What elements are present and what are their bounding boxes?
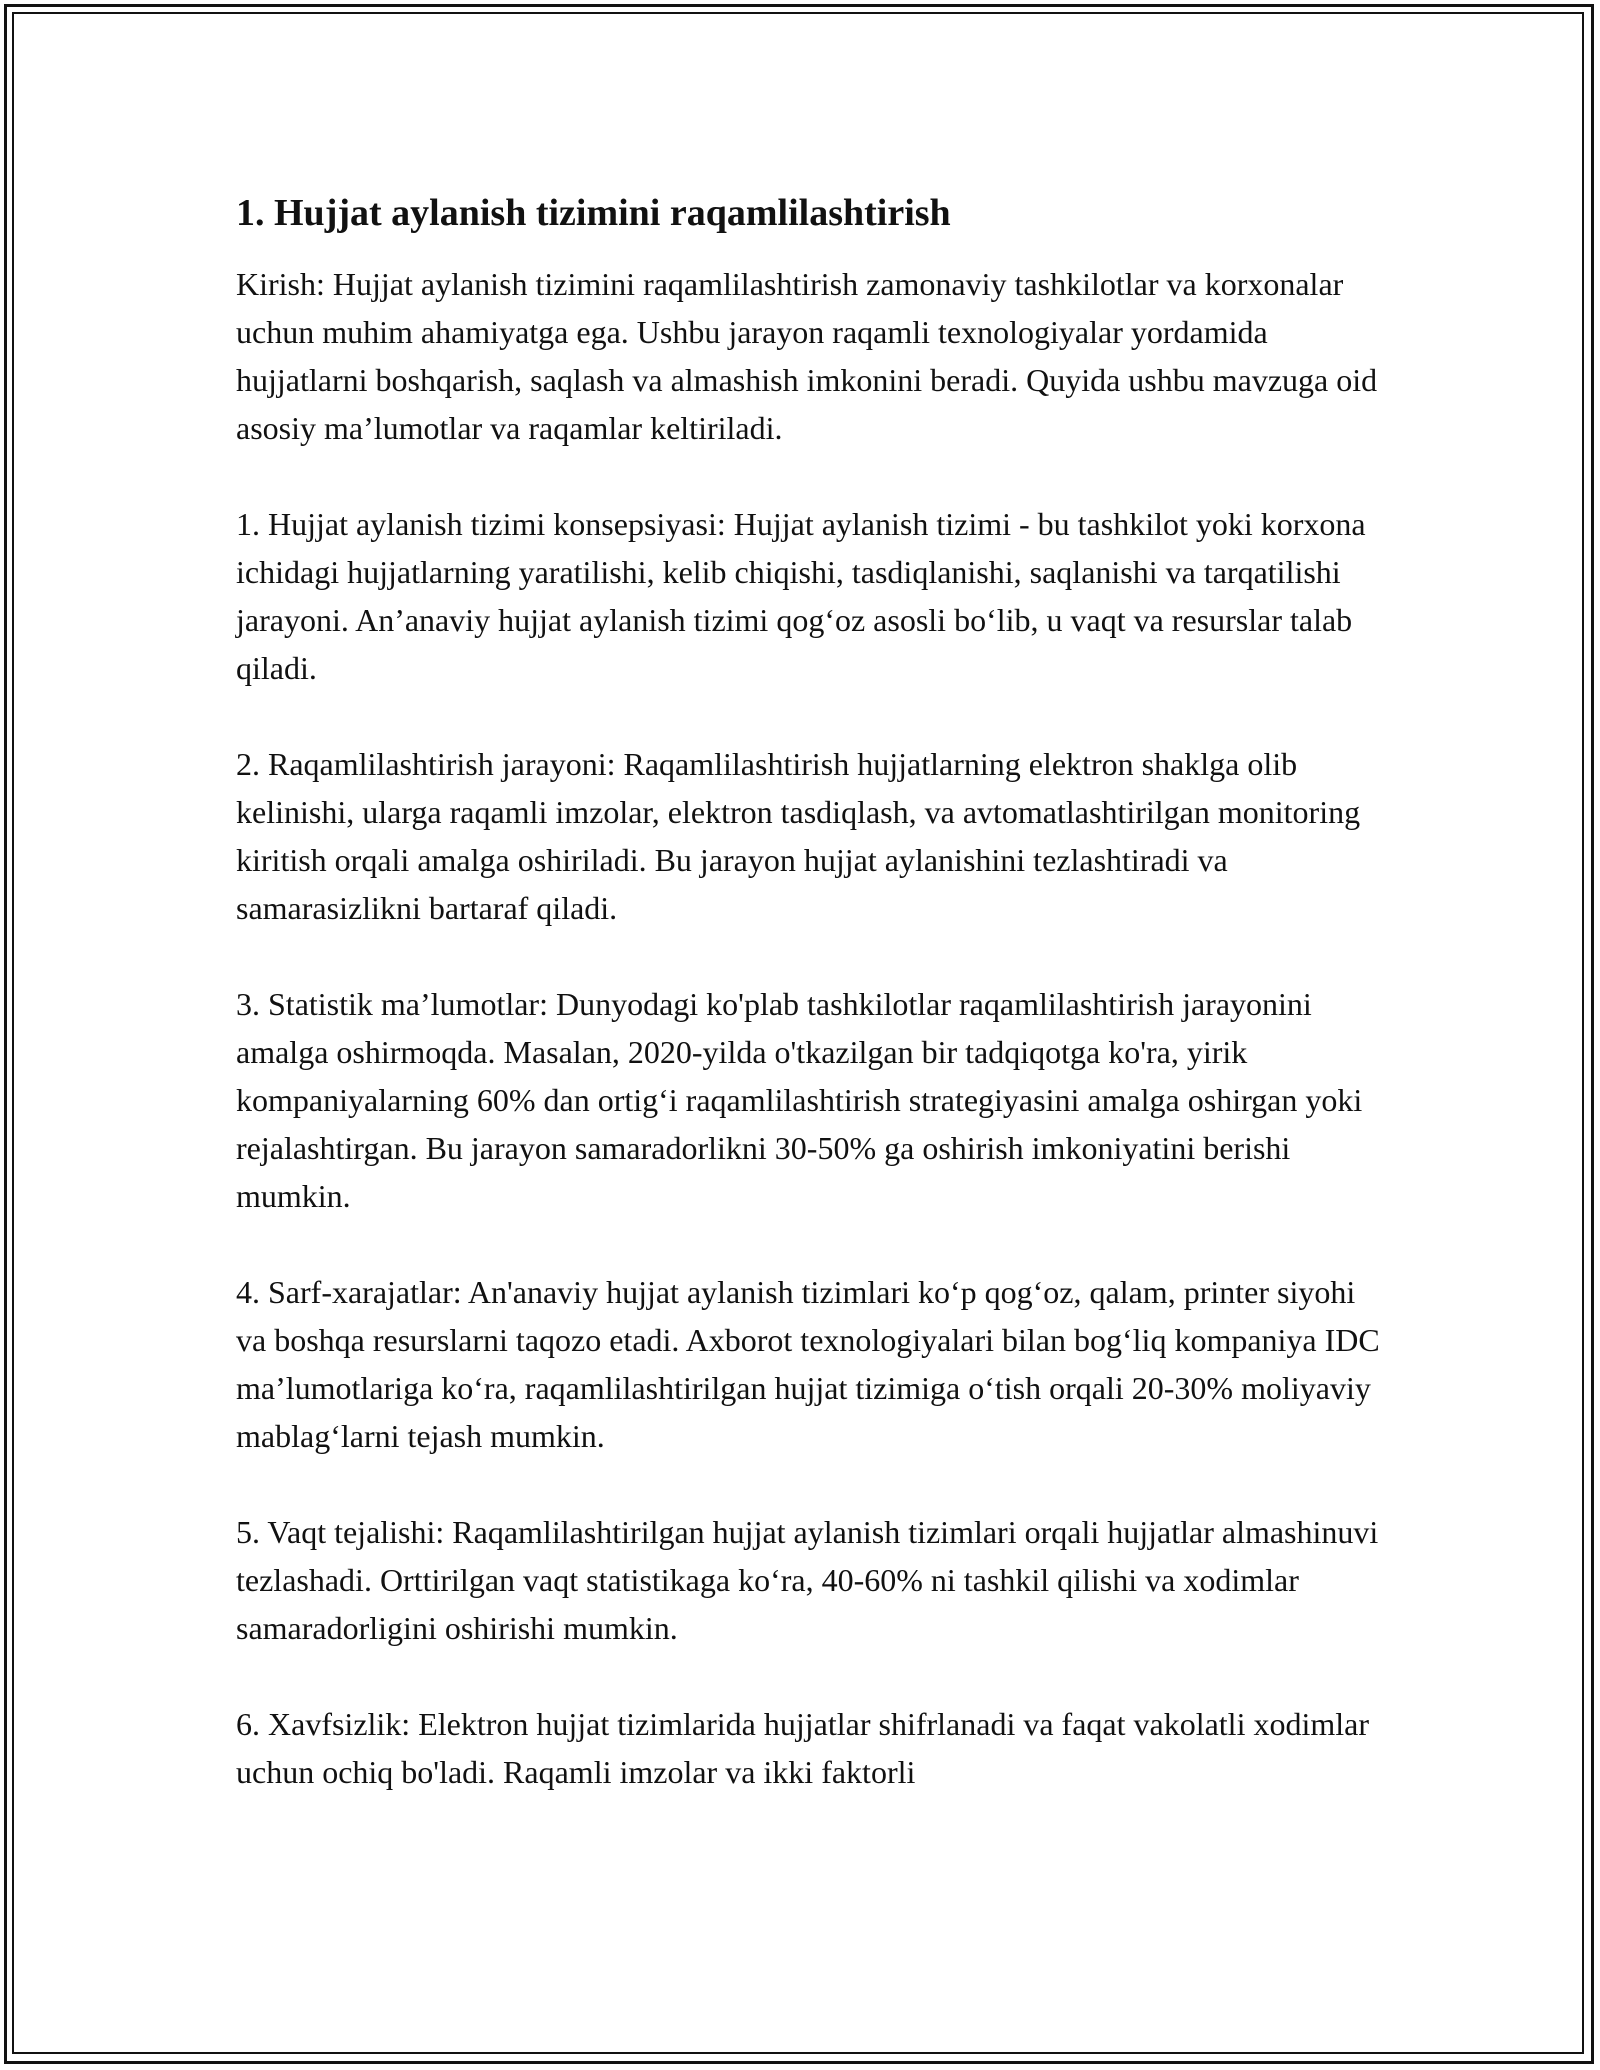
paragraph-statistics: 3. Statistik ma’lumotlar: Dunyodagi ko'plab tashkilotlar raqamlilashtirish jarayonini amalga oshirmoqda. Masalan, 2020-yilda o'tkazilgan bir tadqiqotga ko'ra, yirik kompaniyalarning 60% dan ortig‘i raqamlilashtirish strategiyasini amalga oshirgan yoki rejalashtirgan. Bu jarayon samaradorlikni 30-50% ga oshirish imkoniyatini berishi mumkin. — [236, 986, 1363, 1214]
document-title: 1. Hujjat aylanish tizimini raqamlilashtirish — [236, 192, 951, 234]
paragraph-time-saving: 5. Vaqt tejalishi: Raqamlilashtirilgan hujjat aylanish tizimlari orqali hujjatlar almashinuvi tezlashadi. Orttirilgan vaqt statistikaga ko‘ra, 40-60% ni tashkil qilishi va xodimlar samaradorligini oshirishi mumkin. — [236, 1514, 1379, 1646]
document-body — [236, 186, 1386, 1796]
paragraph-security: 6. Xavfsizlik: Elektron hujjat tizimlarida hujjatlar shifrlanadi va faqat vakolatli xodimlar uchun ochiq bo'ladi. Raqamli imzolar va ikki faktorli — [236, 1706, 1369, 1790]
paragraph-intro: Kirish: Hujjat aylanish tizimini raqamlilashtirish zamonaviy tashkilotlar va korxonalar uchun muhim ahamiyatga ega. Ushbu jarayon raqamli texnologiyalar yordamida hujjatlarni boshqarish, saqlash va almashish imkonini beradi. Quyida ushbu mavzuga oid asosiy ma’lumotlar va raqamlar keltiriladi. — [236, 266, 1378, 446]
paragraph-costs: 4. Sarf-xarajatlar: An'anaviy hujjat aylanish tizimlari ko‘p qog‘oz, qalam, printer siyohi va boshqa resurslarni taqozo etadi. Axborot texnologiyalari bilan bog‘liq kompaniya IDC ma’lumotlariga ko‘ra, raqamlilashtirilgan hujjat tizimiga o‘tish orqali 20-30% moliyaviy mablag‘larni tejash mumkin. — [236, 1274, 1380, 1454]
paragraph-concept: 1. Hujjat aylanish tizimi konsepsiyasi: Hujjat aylanish tizimi - bu tashkilot yoki korxona ichidagi hujjatlarning yaratilishi, kelib chiqishi, tasdiqlanishi, saqlanishi va tarqatilishi jarayoni. An’anaviy hujjat aylanish tizimi qog‘oz asosli bo‘lib, u vaqt va resurslar talab qiladi. — [236, 506, 1366, 686]
paragraph-digitization-process: 2. Raqamlilashtirish jarayoni: Raqamlilashtirish hujjatlarning elektron shaklga olib kelinishi, ularga raqamli imzolar, elektron tasdiqlash, va avtomatlashtirilgan monitoring kiritish orqali amalga oshiriladi. Bu jarayon hujjat aylanishini tezlashtiradi va samarasizlikni bartaraf qiladi. — [236, 746, 1361, 926]
